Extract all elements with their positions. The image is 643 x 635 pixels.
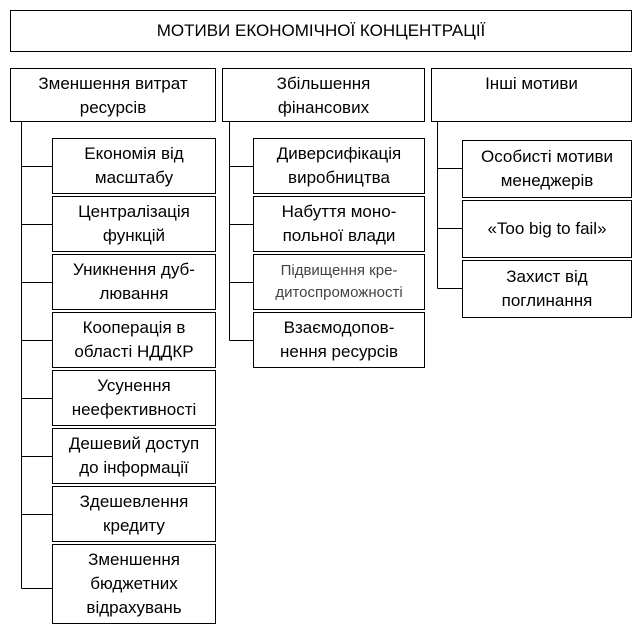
motive-creditworthiness: Підвищення кре- дитоспроможності	[253, 254, 425, 310]
motive-diversification: Диверсифікація виробництва	[253, 138, 425, 194]
motive-rnd-cooperation: Кооперація в області НДДКР	[52, 312, 216, 368]
category-header-other: Інші мотиви	[431, 68, 632, 122]
motive-manager-personal: Особисті мотиви менеджерів	[462, 140, 632, 198]
diagram-title: МОТИВИ ЕКОНОМІЧНОЇ КОНЦЕНТРАЦІЇ	[10, 10, 632, 52]
motive-cheap-information: Дешевий доступ до інформації	[52, 428, 216, 484]
motive-reduced-budget-payments: Зменшення бюджетних відрахувань	[52, 544, 216, 624]
motive-avoid-duplication: Уникнення дуб- лювання	[52, 254, 216, 310]
category-header-financial: Збільшення фінансових	[222, 68, 425, 122]
motive-cheaper-credit: Здешевлення кредиту	[52, 486, 216, 542]
motive-remove-inefficiency: Усунення неефективності	[52, 370, 216, 426]
motive-centralization: Централізація функцій	[52, 196, 216, 252]
motive-too-big-to-fail: «Too big to fail»	[462, 200, 632, 258]
motive-resource-complementarity: Взаємодопов- нення ресурсів	[253, 312, 425, 368]
motive-monopoly-power: Набуття моно- польної влади	[253, 196, 425, 252]
motive-takeover-protection: Захист від поглинання	[462, 260, 632, 318]
category-header-resource-cost: Зменшення витрат ресурсів	[10, 68, 216, 122]
motive-economies-of-scale: Економія від масштабу	[52, 138, 216, 194]
